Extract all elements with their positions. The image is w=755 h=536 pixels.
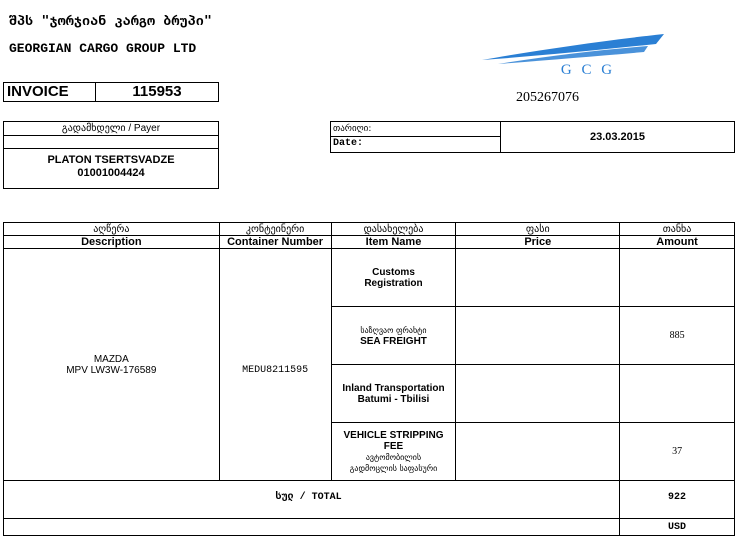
price-cell <box>456 365 620 423</box>
payer-label: გადამხდელი / Payer <box>4 122 218 136</box>
logo-text: G C G <box>560 62 616 78</box>
payer-name: PLATON TSERTSVADZE <box>47 154 175 166</box>
item-line: გადმოცლის საფასური <box>349 463 438 473</box>
item-line: VEHICLE STRIPPING <box>343 429 444 441</box>
amount-cell: 885 <box>620 307 735 365</box>
total-label: სულ / TOTAL <box>4 481 620 519</box>
header-row-georgian <box>4 223 735 236</box>
item-line: SEA FREIGHT <box>360 335 427 347</box>
currency-row <box>4 519 735 536</box>
date-value: 23.03.2015 <box>589 131 646 143</box>
company-id: 205267076 <box>516 90 579 105</box>
currency-spacer <box>4 519 620 536</box>
date-label-english: Date: <box>333 138 364 149</box>
item-line: საზღვაო ფრახტი <box>360 325 427 335</box>
item-line: Batumi - Tbilisi <box>357 393 430 405</box>
item-line: ავტომობილის <box>365 452 422 462</box>
header-description: Description <box>4 236 220 249</box>
invoice-label: INVOICE <box>4 83 96 101</box>
date-box <box>330 121 735 153</box>
date-label-georgian: თარიღი: <box>331 122 500 137</box>
header-price: Price <box>456 236 620 249</box>
company-logo <box>478 30 668 80</box>
item-line: Registration <box>364 277 423 289</box>
item-name <box>331 365 456 423</box>
company-name-english: GEORGIAN CARGO GROUP LTD <box>9 41 197 56</box>
items-table <box>3 222 735 536</box>
item-name <box>331 423 456 481</box>
header-row-english <box>4 236 735 249</box>
price-cell <box>456 423 620 481</box>
currency-value: USD <box>620 519 735 536</box>
total-row <box>4 481 735 519</box>
company-name-georgian: შპს "ჯორჯიან კარგო ბრუპი" <box>9 14 213 29</box>
header-geo-description: აღწერა <box>4 223 220 236</box>
item-line: Customs <box>372 266 415 278</box>
vehicle-model: MPV LW3W-176589 <box>66 364 157 376</box>
description-cell <box>4 249 220 481</box>
header-geo-item: დასახელება <box>331 223 456 236</box>
invoice-number: 115953 <box>132 83 182 100</box>
item-line: FEE <box>383 440 404 452</box>
header-amount: Amount <box>620 236 735 249</box>
container-number: MEDU8211595 <box>219 249 331 481</box>
item-name <box>331 307 456 365</box>
price-cell <box>456 307 620 365</box>
header-geo-price: ფასი <box>456 223 620 236</box>
amount-cell <box>620 249 735 307</box>
header-geo-container: კონტეინერი <box>219 223 331 236</box>
payer-spacer <box>4 136 218 149</box>
total-value: 922 <box>620 481 735 519</box>
header-container: Container Number <box>219 236 331 249</box>
header-geo-amount: თანხა <box>620 223 735 236</box>
item-name <box>331 249 456 307</box>
item-line: Inland Transportation <box>342 382 445 394</box>
payer-box <box>3 121 219 189</box>
invoice-box <box>3 82 219 102</box>
price-cell <box>456 249 620 307</box>
header-item: Item Name <box>331 236 456 249</box>
payer-id: 01001004424 <box>77 167 145 179</box>
vehicle-make: MAZDA <box>93 353 129 365</box>
amount-cell: 37 <box>620 423 735 481</box>
table-row <box>4 249 735 307</box>
amount-cell <box>620 365 735 423</box>
